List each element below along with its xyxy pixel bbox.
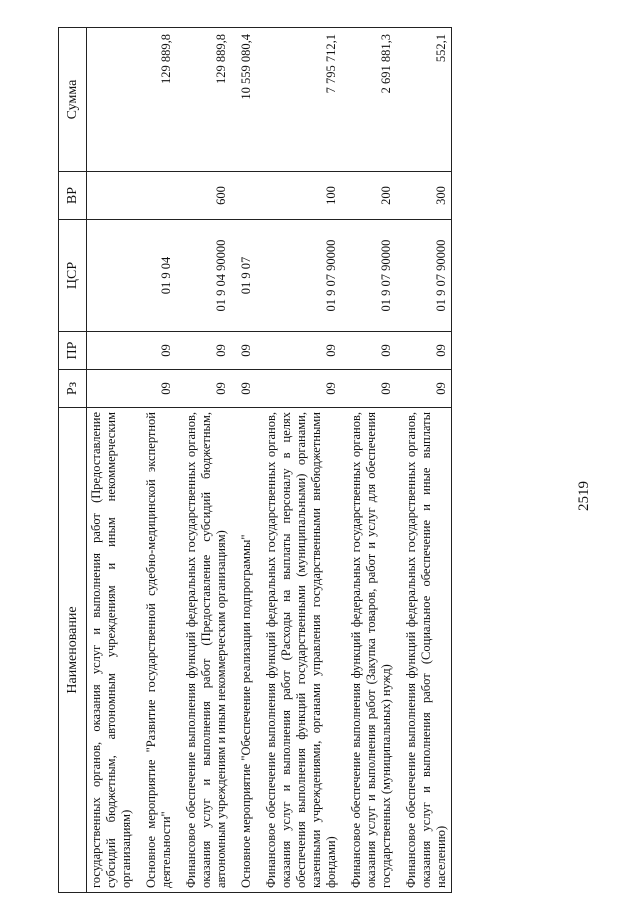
header-pr: ПР (59, 332, 87, 370)
table-row (396, 28, 452, 893)
row-csr: 01 9 07 90000 (256, 220, 341, 332)
row-vr: 200 (341, 172, 396, 220)
row-sum: 129 889,8 (136, 28, 176, 172)
row-rz: 09 (256, 370, 341, 408)
row-pr: 09 (396, 332, 452, 370)
row-csr: 01 9 04 (136, 220, 176, 332)
row-vr: 100 (256, 172, 341, 220)
table-row (341, 28, 396, 893)
row-csr: 01 9 04 90000 (176, 220, 231, 332)
header-csr: ЦСР (59, 220, 87, 332)
row-rz: 09 (341, 370, 396, 408)
row-csr: 01 9 07 (231, 220, 256, 332)
row-rz: 09 (136, 370, 176, 408)
row-vr (136, 172, 176, 220)
row-pr: 09 (136, 332, 176, 370)
row-rz: 09 (396, 370, 452, 408)
header-vr: ВР (59, 172, 87, 220)
row-rz: 09 (231, 370, 256, 408)
row-pr: 09 (231, 332, 256, 370)
row-rz: 09 (176, 370, 231, 408)
row-rz (87, 370, 137, 408)
row-name: Финансовое обеспечение выполнения функций федеральных государственных органов, оказания услуг и выполнения работ (Социальное обеспечение и иные выплаты населению) (396, 408, 452, 893)
row-sum: 552,1 (396, 28, 452, 172)
row-csr: 01 9 07 90000 (341, 220, 396, 332)
row-vr: 300 (396, 172, 452, 220)
row-name: Основное мероприятие "Обеспечение реализации подпрограммы" (231, 408, 256, 893)
row-sum: 2 691 881,3 (341, 28, 396, 172)
table-row (176, 28, 231, 893)
row-sum (87, 28, 137, 172)
row-pr (87, 332, 137, 370)
row-vr (231, 172, 256, 220)
table-row (231, 28, 256, 893)
row-name: Финансовое обеспечение выполнения функций федеральных государственных органов, оказания услуг и выполнения работ (Закупка товаров, работ и услуг для обеспечения государственных (муниципальных) нужд) (341, 408, 396, 893)
row-name: государственных органов, оказания услуг и выполнения работ (Предоставление субсидий бюджетным, автономным учреждениям и иным некоммерческим организациям) (87, 408, 137, 893)
row-csr: 01 9 07 90000 (396, 220, 452, 332)
header-sum: Сумма (59, 28, 87, 172)
row-sum: 129 889,8 (176, 28, 231, 172)
table-row (256, 28, 341, 893)
row-pr: 09 (341, 332, 396, 370)
row-pr: 09 (176, 332, 231, 370)
row-name: Финансовое обеспечение выполнения функций федеральных государственных органов, оказания услуг и выполнения работ (Предоставление субсидий бюджетным, автономным учреждениям и иным некоммерческим организациям) (176, 408, 231, 893)
table-row (87, 28, 137, 893)
row-csr (87, 220, 137, 332)
table-header-row (59, 28, 87, 893)
row-name: Финансовое обеспечение выполнения функций федеральных государственных органов, оказания услуг и выполнения работ (Расходы на выплаты персоналу в целях обеспечения выполнения функций государственными (муниципальными) органами, казенными учреждениями, органами управления государственными внебюджетными фондами) (256, 408, 341, 893)
row-sum: 10 559 080,4 (231, 28, 256, 172)
page-number: 2519 (576, 481, 592, 511)
row-vr: 600 (176, 172, 231, 220)
row-vr (87, 172, 137, 220)
table-row (136, 28, 176, 893)
row-sum: 7 795 712,1 (256, 28, 341, 172)
header-rz: Рз (59, 370, 87, 408)
row-pr: 09 (256, 332, 341, 370)
header-name: Наименование (59, 408, 87, 893)
budget-table (58, 27, 452, 893)
row-name: Основное мероприятие "Развитие государственной судебно-медицинской экспертной деятельности" (136, 408, 176, 893)
